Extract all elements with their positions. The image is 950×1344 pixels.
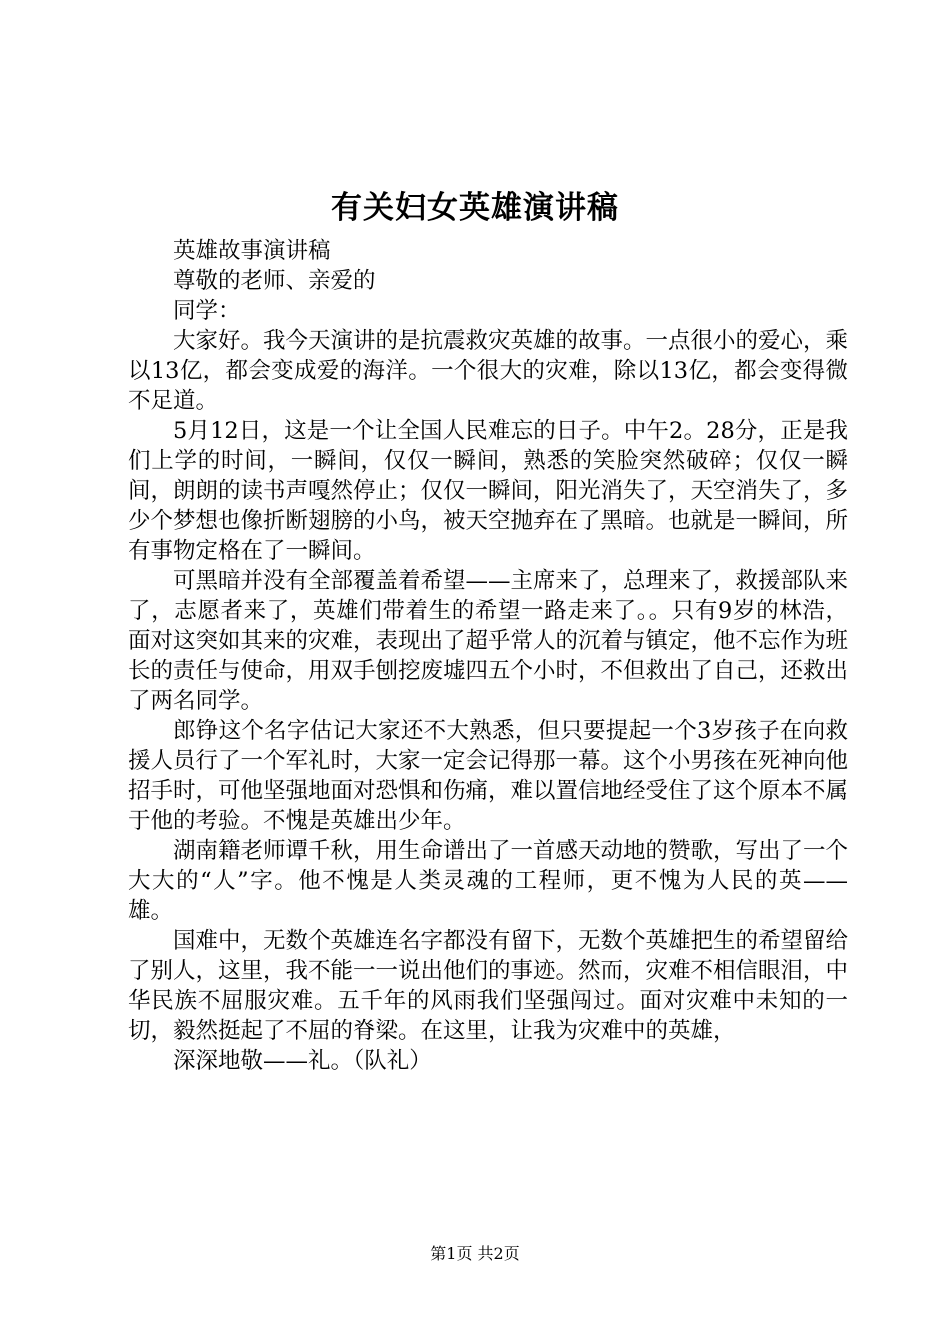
paragraph-subtitle: 英雄故事演讲稿 bbox=[173, 238, 331, 264]
paragraph-may-12: 5月12日，这是一个让全国人民难忘的日子。中午2。28分，正是我们上学的时间，一瞬间，仅仅一瞬间，熟悉的笑脸突然破碎；仅仅一瞬间，朗朗的读书声嘎然停止；仅仅一瞬间，阳光消失了，天空消失了，多少个梦想也像折断翅膀的小鸟，被天空抛弃在了黑暗。也就是一瞬间，所有事物定格在了一瞬间。 bbox=[128, 418, 849, 564]
paragraph-lang-zheng: 郎铮这个名字估记大家还不大熟悉，但只要提起一个3岁孩子在向救援人员行了一个军礼时，大家一定会记得那一幕。这个小男孩在死神向他招手时，可他坚强地面对恐惧和伤痛，难以置信地经受住了这个原本不属于他的考验。不愧是英雄出少年。 bbox=[128, 718, 849, 834]
paragraph-intro: 大家好。我今天演讲的是抗震救灾英雄的故事。一点很小的爱心，乘以13亿，都会变成爱的海洋。一个很大的灾难，除以13亿，都会变得微不足道。 bbox=[128, 328, 849, 414]
document-title: 有关妇女英雄演讲稿 bbox=[331, 190, 619, 226]
paragraph-lin-hao: 可黑暗并没有全部覆盖着希望——主席来了，总理来了，救援部队来了，志愿者来了，英雄们带着生的希望一路走来了。。只有9岁的林浩，面对这突如其来的灾难，表现出了超乎常人的沉着与镇定，他不忘作为班长的责任与使命，用双手刨挖废墟四五个小时，不但救出了自己，还救出了两名同学。 bbox=[128, 568, 849, 714]
paragraph-greeting-2: 同学： bbox=[173, 298, 241, 324]
paragraph-greeting-1: 尊敬的老师、亲爱的 bbox=[173, 268, 376, 294]
paragraph-tan-qianqiu: 湖南籍老师谭千秋，用生命谱出了一首感天动地的赞歌，写出了一个大大的“人”字。他不愧是人类灵魂的工程师，更不愧为人民的英——雄。 bbox=[128, 838, 849, 924]
document-body bbox=[128, 236, 848, 1076]
paragraph-salute: 深深地敬——礼。（队礼） bbox=[173, 1048, 432, 1074]
page-footer: 第1页 共2页 bbox=[430, 1244, 520, 1263]
paragraph-national-disaster: 国难中，无数个英雄连名字都没有留下，无数个英雄把生的希望留给了别人，这里，我不能一一说出他们的事迹。然而，灾难不相信眼泪，中华民族不屈服灾难。五千年的风雨我们坚强闯过。面对灾难中未知的一切，毅然挺起了不屈的脊梁。在这里，让我为灾难中的英雄， bbox=[128, 928, 849, 1044]
